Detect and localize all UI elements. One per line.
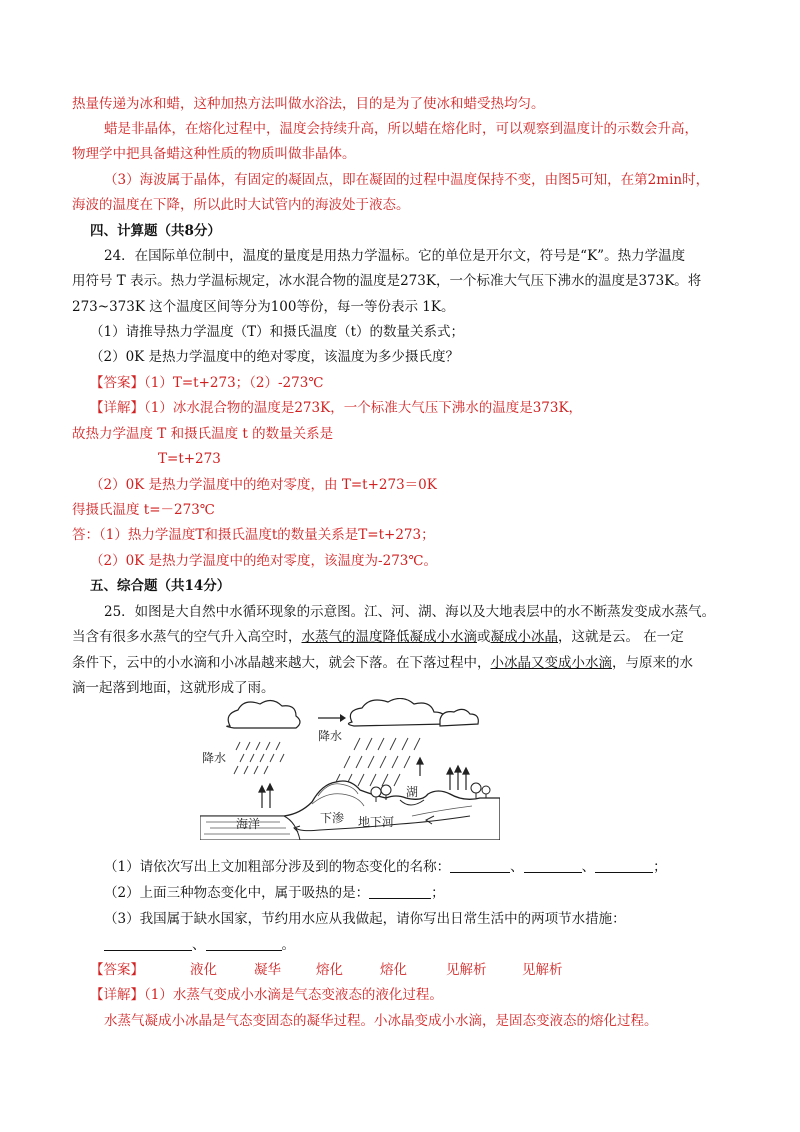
cloud-left-icon [227, 700, 300, 728]
section-5-title: 五、综合题（共14分） [90, 578, 231, 594]
q25-sub-3-blanks [104, 935, 295, 955]
q25-underlined-3: 小冰晶又变成小水滴 [490, 655, 612, 671]
prev-line-1: 热量传递为冰和蜡，这种加热方法叫做水浴法，目的是为了使冰和蜡受热均匀。 [72, 96, 545, 112]
label-seep: 下渗 [320, 811, 345, 825]
q25-sub-2-text: （2）上面三种物态变化中，属于吸热的是： [104, 885, 370, 901]
q25-underlined-2: 凝成小冰晶 [490, 629, 558, 645]
prev-line-5: 海波的温度在下降，所以此时大试管内的海波处于液态。 [72, 197, 410, 213]
punctuation: 。 [281, 937, 295, 953]
q25-sub-3: （3）我国属于缺水国家，节约用水应从我做起，请你写出日常生活中的两项节水措施： [104, 911, 626, 927]
q25-detail-2: 水蒸气凝成小冰晶是气态变固态的凝华过程。小冰晶变成小水滴，是固态变液态的熔化过程。 [104, 1013, 658, 1029]
q25-detail-1 [90, 985, 443, 1005]
q25-line-4: 滴一起落到地面，这就形成了雨。 [72, 680, 275, 696]
label-rain-left: 降水 [202, 751, 227, 765]
cloud-small-icon [440, 709, 478, 726]
q24-line-2: 用符号 T 表示。热力学温标规定，冰水混合物的温度是273K，一个标准大气压下沸水的温度是373K。将 [72, 273, 702, 289]
answer-blank-1[interactable] [450, 858, 510, 873]
label-lake: 湖 [406, 785, 419, 799]
q25-line-1: 25．如图是大自然中水循环现象的示意图。江、河、湖、海以及大地表层中的水不断蒸发变成水蒸气。 [104, 604, 716, 620]
label-underground-river: 地下河 [358, 815, 395, 829]
label-ocean: 海洋 [236, 817, 261, 831]
q24-line-1: 24．在国际单位制中，温度的量度是用热力学温标。它的单位是开尔文，符号是“K”。热力学温度 [104, 248, 686, 264]
answer-blank-2[interactable] [524, 858, 582, 873]
rain-left-icon [234, 742, 284, 774]
answer-5: 见解析 [446, 962, 487, 978]
punctuation: ； [431, 885, 445, 901]
detail-tag: 【详解】 [90, 400, 144, 416]
q24-sub-1: （1）请推导热力学温度（T）和摄氏温度（t）的数量关系式； [90, 324, 465, 340]
separator: 、 [192, 937, 206, 953]
q24-detail-3: T=t+273 [158, 451, 221, 467]
rain-right-icon [334, 738, 420, 786]
answer-2: 凝华 [254, 962, 281, 978]
answer-3: 熔化 [316, 962, 343, 978]
q24-sub-2: （2）0K 是热力学温度中的绝对零度，该温度为多少摄氏度？ [90, 349, 460, 365]
q24-detail-5: 得摄氏温度 t=－273℃ [72, 502, 215, 518]
answer-text: （1）T=t+273；（2）-273℃ [144, 375, 324, 391]
prev-line-4: （3）海波属于晶体，有固定的凝固点，即在凝固的过程中温度保持不变，由图5可知，在第2min时， [104, 172, 710, 188]
q24-detail-1 [90, 398, 582, 418]
q24-detail-2: 故热力学温度 T 和摄氏温度 t 的数量关系是 [72, 426, 334, 442]
answer-tag: 【答案】 [90, 962, 144, 978]
section-4-title: 四、计算题（共8分） [90, 223, 221, 239]
q25-sub-1 [104, 857, 667, 877]
label-rain-mid: 降水 [318, 729, 343, 743]
answer-blank-4[interactable] [369, 884, 431, 899]
prev-line-2: 蜡是非晶体，在熔化过程中，温度会持续升高，所以蜡在熔化时，可以观察到温度计的示数会升高， [104, 121, 698, 137]
separator: 、 [510, 859, 524, 875]
prev-line-3: 物理学中把具备蜡这种性质的物质叫做非晶体。 [72, 146, 356, 162]
answer-1: 液化 [190, 962, 217, 978]
q25-text: ，这就是云。 在一定 [558, 629, 684, 645]
detail-text: （1）水蒸气变成小水滴是气态变液态的液化过程。 [144, 987, 443, 1003]
q24-line-3: 273~373K 这个温度区间等分为100等份，每一等份表示 1K。 [72, 299, 455, 315]
q25-answer [90, 960, 563, 980]
q25-text: 或 [477, 629, 491, 645]
q25-underlined-1: 水蒸气的温度降低凝成小水滴 [301, 629, 477, 645]
q25-sub-1-text: （1）请依次写出上文加粗部分涉及到的物态变化的名称： [104, 859, 451, 875]
q25-sub-2 [104, 883, 445, 903]
q24-detail-4: （2）0K 是热力学温度中的绝对零度，由 T=t+273＝0K [90, 477, 437, 493]
q25-line-3 [72, 653, 693, 673]
punctuation: ； [653, 859, 667, 875]
cloud-right-icon [348, 698, 446, 726]
answer-blank-5[interactable] [104, 936, 192, 951]
answer-blank-6[interactable] [206, 936, 282, 951]
separator: 、 [581, 859, 596, 875]
water-cycle-diagram [200, 698, 500, 840]
answer-blank-3[interactable] [595, 858, 653, 873]
q25-text: ，与原来的水 [612, 655, 693, 671]
detail-text: （1）冰水混合物的温度是273K，一个标准大气压下沸水的温度是373K， [144, 400, 583, 416]
q25-text: 当含有很多水蒸气的空气升入高空时， [72, 629, 302, 645]
answer-4: 熔化 [380, 962, 407, 978]
q25-text: 条件下，云中的小水滴和小冰晶越来越大，就会下落。在下落过程中， [72, 655, 491, 671]
answer-tag: 【答案】 [90, 375, 144, 391]
q24-detail-6: 答：（1）热力学温度T和摄氏温度t的数量关系是T=t+273； [72, 527, 435, 543]
q24-detail-7: （2）0K 是热力学温度中的绝对零度，该温度为-273℃。 [90, 553, 437, 569]
answer-6: 见解析 [522, 962, 563, 978]
q24-answer [90, 373, 323, 393]
detail-tag: 【详解】 [90, 987, 144, 1003]
q25-line-2 [72, 627, 684, 647]
